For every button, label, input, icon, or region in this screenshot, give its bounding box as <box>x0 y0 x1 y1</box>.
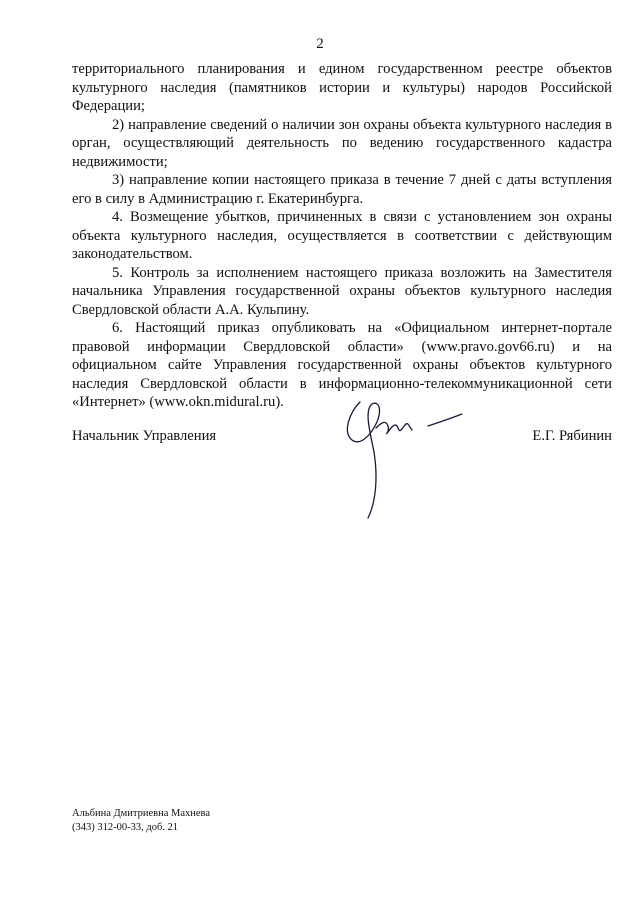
handwritten-signature-icon <box>340 392 470 522</box>
paragraph-continuation: территориального планирования и едином государственном реестре объектов культурного наследия (памятников истории и культуры) народов Российской Федерации; <box>72 61 612 114</box>
contact-phone: (343) 312-00-33, доб. 21 <box>72 822 179 833</box>
signatory-position: Начальник Управления <box>72 428 217 444</box>
paragraph-clause-6: 6. Настоящий приказ опубликовать на «Официальном интернет-портале правовой информации Свердловской области» (www.pravo.gov66.ru) и на официальном сайте Управления государственной охраны объектов культурного наследия Свердловской области в информационно-телекоммуникационной сети «Интернет» (www.okn.midural.ru). <box>72 320 612 410</box>
signature-block <box>72 428 612 528</box>
signatory-name: Е.Г. Рябинин <box>532 428 612 444</box>
contact-info <box>72 807 210 835</box>
paragraph-item-3: 3) направление копии настоящего приказа в течение 7 дней с даты вступления его в силу в Администрацию г. Екатеринбурга. <box>72 172 612 207</box>
paragraph-clause-4: 4. Возмещение убытков, причиненных в связи с установлением зон охраны объекта культурного наследия, осуществляется в соответствии с действующим законодательством. <box>72 209 612 262</box>
paragraph-item-2: 2) направление сведений о наличии зон охраны объекта культурного наследия в орган, осуществляющий деятельность по ведению государственного кадастра недвижимости; <box>72 116 612 170</box>
contact-name: Альбина Дмитриевна Махнева <box>72 808 211 819</box>
page-number: 2 <box>316 36 324 52</box>
document-body <box>72 60 612 412</box>
paragraph-clause-5: 5. Контроль за исполнением настоящего приказа возложить на Заместителя начальника Управления государственной охраны объектов культурного наследия Свердловской области А.А. Кульпину. <box>72 264 612 318</box>
